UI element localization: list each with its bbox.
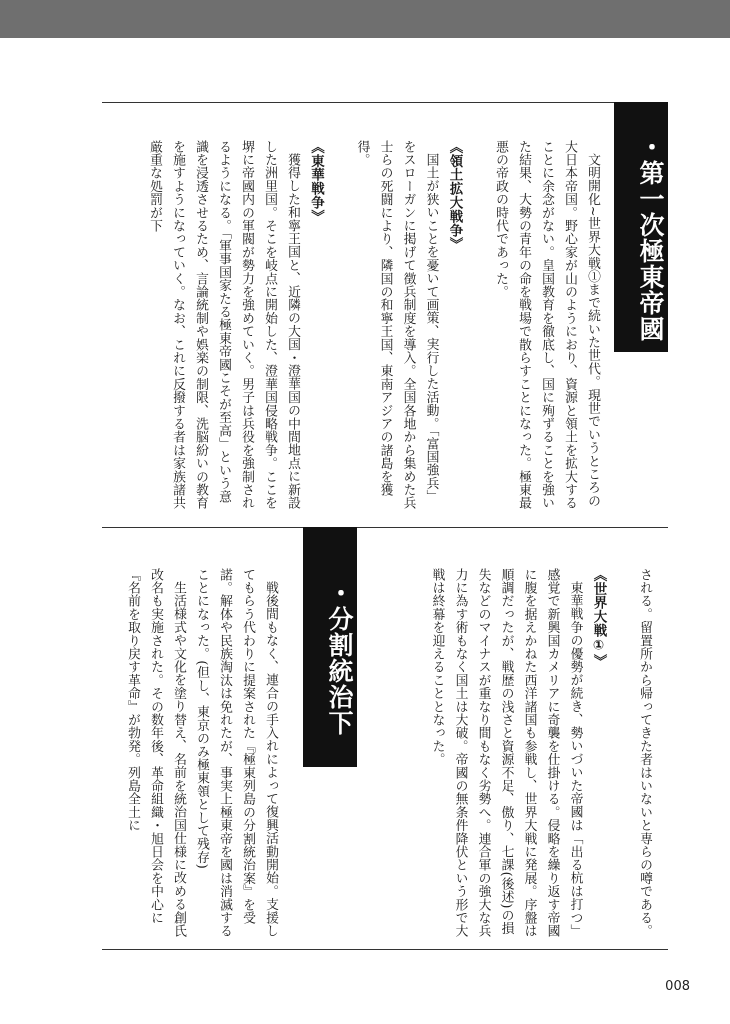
page-number: 008 bbox=[665, 979, 690, 994]
territorial-war-body: 国土が狭いことを憂いて画策、実行した活動。「富国強兵」をスローガンに掲げて徴兵制度を導入。全国各地から集めた兵士らの死闘により、隣国の和寧王国、東南アジアの諸島を獲得。 bbox=[354, 140, 439, 510]
divider-top bbox=[102, 102, 668, 103]
heading-world-war-1: 《世界大戦①》 bbox=[590, 568, 607, 668]
heading-territorial-war: 《領土拡大戦争》 bbox=[446, 140, 463, 252]
section-title-first-empire bbox=[614, 102, 668, 352]
heading-touka-war: 《東華戦争》 bbox=[308, 140, 324, 224]
divider-middle bbox=[102, 527, 668, 528]
punishment-continuation: される。留置所から帰ってきた者はいないと専らの噂である。 bbox=[637, 568, 652, 938]
touka-war-body: 獲得した和寧王国と、近隣の大国・澄華国の中間地点に新設した洲里国。そこを岐点に開始した、澄華国侵略戦争。ここを堺に帝國内の軍閥が勢力を強めていく。男子は兵役を強制されるようになる。「軍事国家たる極東帝國こそが至高」という意識を浸透させるため、言論統制や娯楽の制限、洗脳紛いの教育を施すようになっていく。なお、これに反撥する者は家族諸共厳重な処罰が下 bbox=[147, 140, 300, 510]
section-title-partition bbox=[303, 527, 357, 767]
section-title-text: ・分割統治下 bbox=[325, 580, 354, 736]
first-empire-intro: 文明開化~世界大戦①まで続いた世代。現世でいうところの大日本帝国。野心家が山のようにおり、資源と領土を拡大することに余念がない。皇国教育を徹底し、国に殉ずることを強いた結果、大勢の青年の命を戦場で散らすことになった。極東最悪の帝政の時代であった。 bbox=[493, 140, 600, 510]
top-bar bbox=[0, 0, 730, 38]
lower-left-text-block bbox=[121, 568, 282, 938]
section-title-text: ・第一次極東帝國 bbox=[636, 134, 665, 342]
postwar-paragraph: 戦後間もなく、連合の手入れによって復興活動開始。支援してもらう代わりに提案された『極東列島の分割統治案』を受諾。解体や民族淘汰は免れたが、事実上極東帝を國は消滅することになった。(但し、東京のみ極東領として残存) bbox=[194, 568, 278, 938]
divider-bottom bbox=[102, 949, 668, 950]
world-war-1-body: 東華戦争の優勢が続き、勢いづいた帝國は「出る杭は打つ」感覚で新興国カメリアに奇襲を仕掛ける。侵略を繰り返す帝國に腹を据えかねた西洋諸国も参戦し、世界大戦に発展。序盤は順調だったが、戦歴の浅さと資源不足、傲り、七課(後述)の損失などのマイナスが重なり間もなく劣勢へ。連合軍の強大な兵力に為す術もなく国土は大破。帝國の無条件降伏という形で大戦は終幕を迎えることとなった。 bbox=[429, 568, 583, 938]
name-revolution-paragraph: 生活様式や文化を塗り替え、名前を統治国仕様に改める創氏改名も実施された。その数年後、革命組織・旭日会を中心に『名前を取り戻す革命』が勃発。列島全土に bbox=[125, 568, 186, 938]
lower-right-text-block bbox=[426, 568, 657, 938]
upper-text-block bbox=[143, 140, 604, 512]
